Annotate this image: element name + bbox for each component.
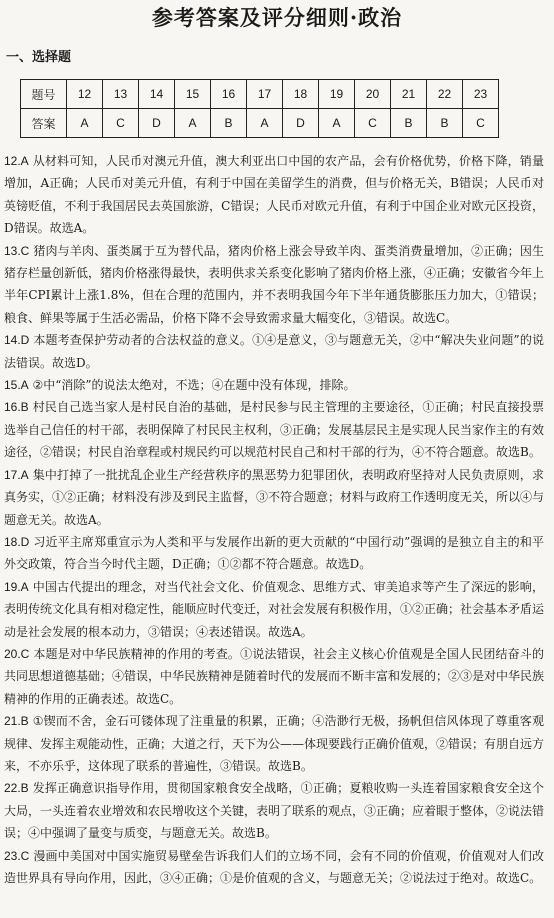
explanation-text: 漫画中美国对中国实施贸易壁垒告诉我们人们的立场不同，会有不同的价值观，价值观对人们改造世界具有导向作用，因此，③④正确；①是价值观的含义，与题意无关；②说法过于绝对。故选C。 [4, 848, 544, 885]
explanation-item [4, 531, 544, 576]
explanation-number: 17.A [4, 467, 29, 482]
answer-letter: C [355, 109, 391, 138]
answer-row [21, 109, 499, 138]
explanation-text: 从材料可知，人民币对澳元升值，澳大利亚出口中国的农产品，会有价格优势，价格下降，销量增加，A正确；人民币对美元升值，有利于中国在美留学生的消费，但与价格无关，B错误；人民币对英镑贬值，不利于我国居民去英国旅游，C错误；人民币对欧元升值，有利于中国企业对欧元区投资，D错误。故选A。 [4, 154, 544, 236]
explanation-text: 本题考查保护劳动者的合法权益的意义。①④是意义，③与题意无关，②中“解决失业问题”的说法错误。故选D。 [4, 333, 544, 370]
explanation-item [4, 845, 544, 890]
explanation-item [4, 374, 544, 396]
explanation-number: 22.B [4, 781, 29, 796]
explanation-item [4, 396, 544, 463]
explanation-number: 20.C [4, 646, 30, 661]
explanation-item [4, 576, 544, 643]
section-title: 一、选择题 [6, 50, 72, 65]
explanation-text: ②中“消除”的说法太绝对，不选；④在题中没有体现，排除。 [32, 378, 356, 393]
question-number: 14 [139, 80, 175, 109]
explanation-number: 21.B [4, 714, 29, 729]
page-title: 参考答案及评分细则·政治 [151, 5, 403, 30]
explanation-text: ①锲而不舍，金石可镂体现了注重量的积累，正确；④浩渺行无极，扬帆但信风体现了尊重客观规律、发挥主观能动性，正确；大道之行，天下为公——体现要践行正确价值观，②错误；有朋自远方来，不亦乐乎，这体现了联系的普遍性，③错误。故选B。 [4, 714, 545, 773]
question-number: 22 [427, 80, 463, 109]
explanation-text: 猪肉与羊肉、蛋类属于互为替代品，猪肉价格上涨会导致羊肉、蛋类消费量增加，②正确；因生猪存栏量创新低，猪肉价格涨得最快，表明供求关系变化影响了猪肉价格上涨，④正确；安徽省今年上半年CPI累计上涨1.8%，但在合理的范围内，并不表明我国今年下半年通货膨胀压力加大，①错误；粮食、鲜果等属于生活必需品，价格下降不会导致需求量大幅变化，③错误。故选C。 [4, 243, 545, 325]
question-number: 17 [247, 80, 283, 109]
explanation-number: 15.A [4, 378, 29, 393]
question-number: 20 [355, 80, 391, 109]
answer-letter: A [175, 109, 211, 138]
explanation-text: 本题是对中华民族精神的作用的考查。①说法错误，社会主义核心价值观是全国人民团结奋斗的共同思想道德基础；④错误，中华民族精神是随着时代的发展而不断丰富和发展的；②③是对中华民族精神的作用的正确表述。故选C。 [4, 646, 545, 706]
question-number-row [21, 80, 499, 109]
question-number: 23 [463, 80, 499, 109]
explanation-item [4, 643, 544, 710]
explanation-item [4, 240, 544, 330]
answer-letter: B [427, 109, 463, 138]
answer-letter: C [463, 109, 499, 138]
explanation-text: 集中打掉了一批扰乱企业生产经营秩序的黑恶势力犯罪团伙，表明政府坚持对人民负责原则，求真务实，①②正确；材料没有涉及到民主监督，③不符合题意；材料与政府工作透明度无关，所以④与题意无关。故选A。 [4, 467, 545, 527]
explanation-number: 18.D [4, 534, 30, 549]
explanation-list [4, 150, 544, 889]
question-number: 16 [211, 80, 247, 109]
explanation-number: 12.A [4, 154, 29, 168]
answer-letter: A [319, 109, 355, 138]
explanation-number: 13.C [4, 243, 30, 258]
explanation-text: 中国古代提出的理念，对当代社会文化、价值观念、思维方式、审美追求等产生了深远的影响，表明传统文化具有相对稳定性，能顺应时代变迁，对社会发展有积极作用，①②正确；社会基本矛盾运动是社会发展的根本动力，③错误；④表述错误。故选A。 [4, 579, 545, 639]
explanation-item [4, 150, 544, 240]
row-label-number: 题号 [21, 80, 67, 109]
question-number: 19 [319, 80, 355, 109]
explanation-number: 19.A [4, 579, 29, 594]
answer-table [20, 79, 499, 138]
explanation-number: 16.B [4, 400, 29, 415]
row-label-answer: 答案 [21, 109, 67, 138]
question-number: 12 [67, 80, 103, 109]
explanation-text: 村民自己选当家人是村民自治的基础，是村民参与民主管理的主要途径，①正确；村民直接投票选举自己信任的村干部，表明保障了村民民主权利，③正确；发展基层民主是实现人民当家作主的有效途径，②错误；村民自治章程或村规民约可以规范村民自己和村干部的行为，④不符合题意。故选B。 [4, 400, 545, 460]
explanation-item [4, 710, 544, 777]
answer-letter: C [103, 109, 139, 138]
answer-letter: B [391, 109, 427, 138]
question-number: 21 [391, 80, 427, 109]
explanation-number: 23.C [4, 848, 30, 863]
answer-letter: A [67, 109, 103, 138]
explanation-item [4, 777, 544, 844]
explanation-item [4, 464, 544, 531]
answer-letter: D [139, 109, 175, 138]
explanation-text: 发挥正确意识指导作用，贯彻国家粮食安全战略，①正确；夏粮收购一头连着国家粮食安全这个大局，一头连着农业增效和农民增收这个关键，表明了联系的观点，③正确；应着眼于整体，②说法错误；④中强调了量变与质变，与题意无关。故选B。 [4, 781, 545, 841]
question-number: 18 [283, 80, 319, 109]
explanation-item [4, 329, 544, 374]
question-number: 15 [175, 80, 211, 109]
explanation-text: 习近平主席郑重宣示为人类和平与发展作出新的更大贡献的“中国行动”强调的是独立自主的和平外交政策，符合当今时代主题，D正确；①②都不符合题意。故选D。 [4, 534, 544, 572]
answer-letter: A [247, 109, 283, 138]
answer-letter: D [283, 109, 319, 138]
explanation-number: 14.D [4, 333, 30, 348]
question-number: 13 [103, 80, 139, 109]
answer-letter: B [211, 109, 247, 138]
